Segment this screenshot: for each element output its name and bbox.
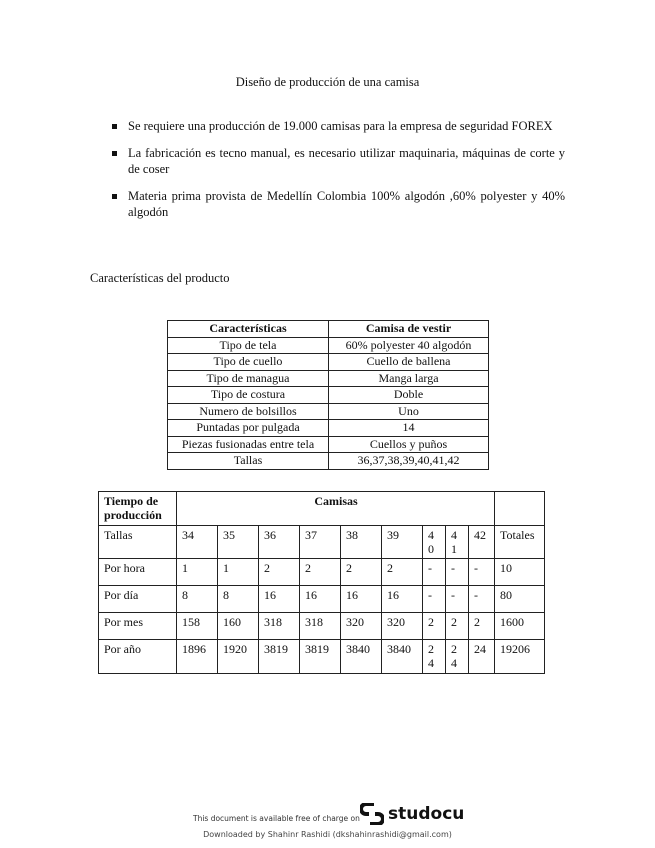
table-row [168,337,489,354]
table-cell: 24 [446,640,469,674]
table-cell: 37 [300,526,341,559]
table-cell: 158 [177,613,218,640]
table-cell: 16 [300,586,341,613]
bullet-icon [112,151,117,156]
list-item: Materia prima provista de Medellín Colombia 100% algodón ,60% polyester y 40% algodón [100,188,565,220]
characteristics-table [167,320,489,470]
table-cell: 3819 [259,640,300,674]
table-cell: - [469,559,495,586]
row-label: Por año [99,640,177,674]
table-cell: 2 [259,559,300,586]
table-cell: 160 [218,613,259,640]
group-header-cell: Camisas [177,492,495,526]
table-cell: - [446,586,469,613]
table-cell: 1 [177,559,218,586]
table-cell: 36 [259,526,300,559]
table-cell: 42 [469,526,495,559]
table-cell: 2 [446,613,469,640]
table-row [99,613,545,640]
table-row [99,586,545,613]
header-cell: Camisa de vestir [329,321,489,338]
table-cell: Cuello de ballena [329,354,489,371]
studocu-logo-icon [360,803,384,825]
table-cell: Tallas [168,453,329,470]
table-cell: 2 [382,559,423,586]
table-cell: 35 [218,526,259,559]
table-cell: Tipo de cuello [168,354,329,371]
table-cell: Puntadas por pulgada [168,420,329,437]
row-label: Por día [99,586,177,613]
table-cell [495,492,545,526]
table-cell: 80 [495,586,545,613]
table-cell: 24 [469,640,495,674]
table-cell: Totales [495,526,545,559]
table-cell: 2 [423,613,446,640]
table-cell: 24 [423,640,446,674]
table-cell: 38 [341,526,382,559]
table-row [168,453,489,470]
header-cell: Características [168,321,329,338]
row-label: Tallas [99,526,177,559]
table-cell: 16 [341,586,382,613]
table-cell: Manga larga [329,370,489,387]
table-cell: 3840 [382,640,423,674]
table-cell: 40 [423,526,446,559]
table-cell: 3819 [300,640,341,674]
table-cell: 1896 [177,640,218,674]
document-title: Diseño de producción de una camisa [235,75,420,89]
availability-note: This document is available free of charge on [193,814,360,823]
table-cell: 1 [218,559,259,586]
table-cell: 39 [382,526,423,559]
table-cell: Uno [329,403,489,420]
table-cell: 318 [300,613,341,640]
table-cell: 10 [495,559,545,586]
table-header-row [168,321,489,338]
table-cell: Tipo de costura [168,387,329,404]
requirements-list [100,118,565,231]
studocu-logo[interactable] [360,803,464,825]
table-cell: 320 [382,613,423,640]
table-cell: Numero de bolsillos [168,403,329,420]
production-table [98,491,545,674]
list-item: Se requiere una producción de 19.000 camisas para la empresa de seguridad FOREX [100,118,565,134]
list-item: La fabricación es tecno manual, es necesario utilizar maquinaria, máquinas de corte y de coser [100,145,565,177]
table-cell: 8 [218,586,259,613]
table-cell: - [469,586,495,613]
table-cell: 2 [300,559,341,586]
table-cell: - [423,586,446,613]
row-label: Por hora [99,559,177,586]
download-note: Downloaded by Shahinr Rashidi (dkshahinrashidi@gmail.com) [203,830,452,839]
table-cell: 14 [329,420,489,437]
table-cell: Tipo de managua [168,370,329,387]
table-cell: 8 [177,586,218,613]
corner-cell: Tiempo de producción [99,492,177,526]
table-cell: - [446,559,469,586]
table-cell: 2 [341,559,382,586]
table-cell: 318 [259,613,300,640]
table-row [168,420,489,437]
table-cell: 320 [341,613,382,640]
table-row [168,354,489,371]
table-cell: 36,37,38,39,40,41,42 [329,453,489,470]
table-cell: 16 [259,586,300,613]
section-title: Características del producto [90,271,230,285]
table-row [168,436,489,453]
table-row [168,370,489,387]
table-row [99,640,545,674]
table-cell: Cuellos y puños [329,436,489,453]
table-cell: 41 [446,526,469,559]
table-cell: 16 [382,586,423,613]
table-cell: 3840 [341,640,382,674]
table-cell: - [423,559,446,586]
table-row [99,526,545,559]
table-cell: 1600 [495,613,545,640]
studocu-logo-text: studocu [388,804,465,824]
table-cell: 34 [177,526,218,559]
table-cell: Tipo de tela [168,337,329,354]
table-cell: 2 [469,613,495,640]
table-row [168,403,489,420]
row-label: Por mes [99,613,177,640]
table-row [99,559,545,586]
table-header-row [99,492,545,526]
bullet-icon [112,194,117,199]
table-cell: 19206 [495,640,545,674]
table-cell: 1920 [218,640,259,674]
table-row [168,387,489,404]
table-cell: Doble [329,387,489,404]
bullet-icon [112,124,117,129]
table-cell: 60% polyester 40 algodón [329,337,489,354]
table-cell: Piezas fusionadas entre tela [168,436,329,453]
